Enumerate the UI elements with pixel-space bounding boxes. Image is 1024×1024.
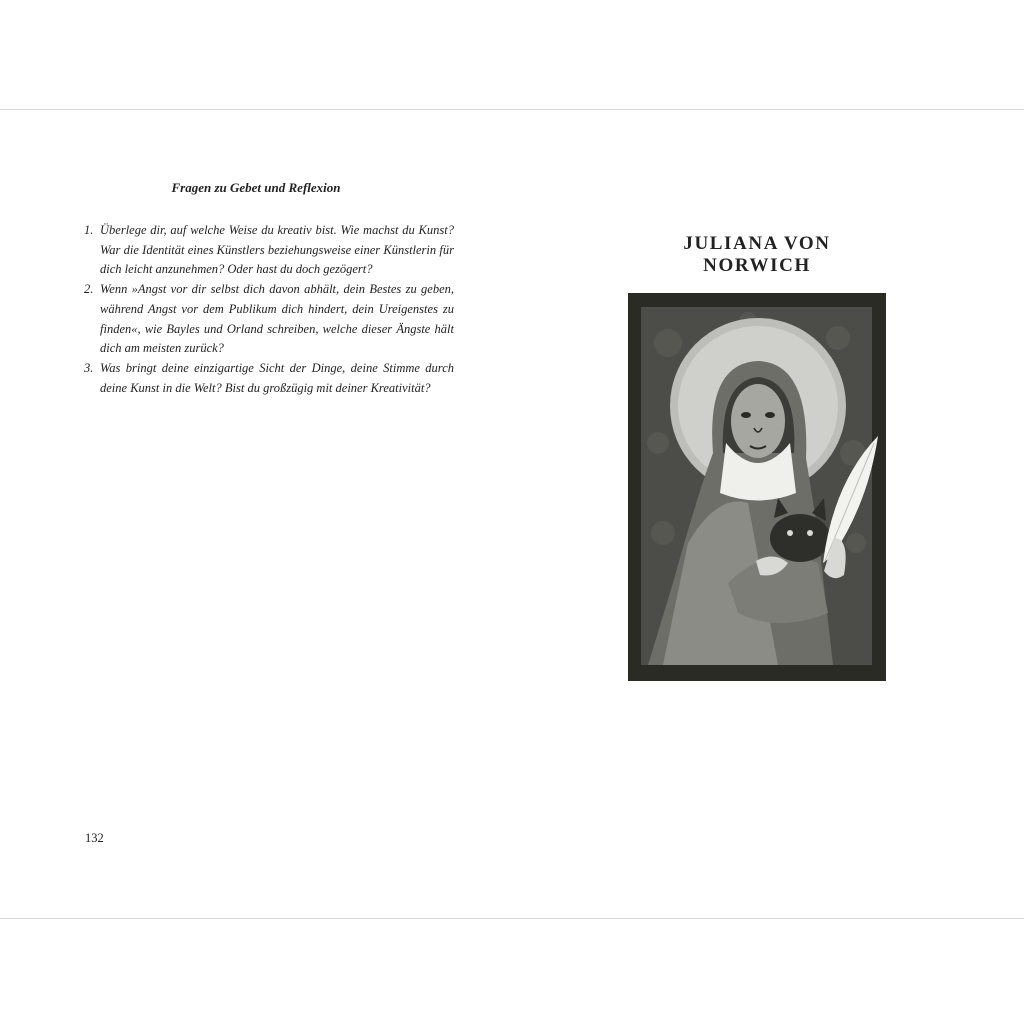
list-item	[84, 359, 454, 398]
list-item	[84, 221, 454, 280]
saint-portrait-illustration	[628, 293, 886, 681]
question-text: Überlege dir, auf welche Weise du kreativ bist. Wie machst du Kunst? War die Identität eines Künstlers beziehungsweise einer Künstlerin für dich leicht anzunehmen? Oder hast du doch gezögert?	[100, 223, 454, 277]
question-text: Was bringt deine einzigartige Sicht der Dinge, deine Stimme durch deine Kunst in die Welt? Bist du großzügig mit deiner Kreativität?	[100, 360, 454, 395]
page-number: 132	[85, 831, 104, 845]
section-title: Fragen zu Gebet und Reflexion	[171, 180, 341, 195]
left-page	[0, 110, 512, 918]
question-text: Wenn »Angst vor dir selbst dich davon abhält, dein Bestes zu geben, während Angst vor dem Publikum dich hindert, dein Ureigenstes zu finden«, wie Bayles und Orland schreiben, welche dieser Ängste hält dich am meisten zurück?	[100, 282, 454, 356]
saint-title: JULIANA VON NORWICH	[683, 233, 831, 276]
question-number: 1.	[84, 223, 94, 237]
portrait-artwork	[628, 293, 886, 681]
question-number: 2.	[84, 282, 94, 297]
question-list	[84, 221, 454, 398]
list-item	[84, 280, 454, 359]
question-number: 3.	[84, 360, 94, 375]
